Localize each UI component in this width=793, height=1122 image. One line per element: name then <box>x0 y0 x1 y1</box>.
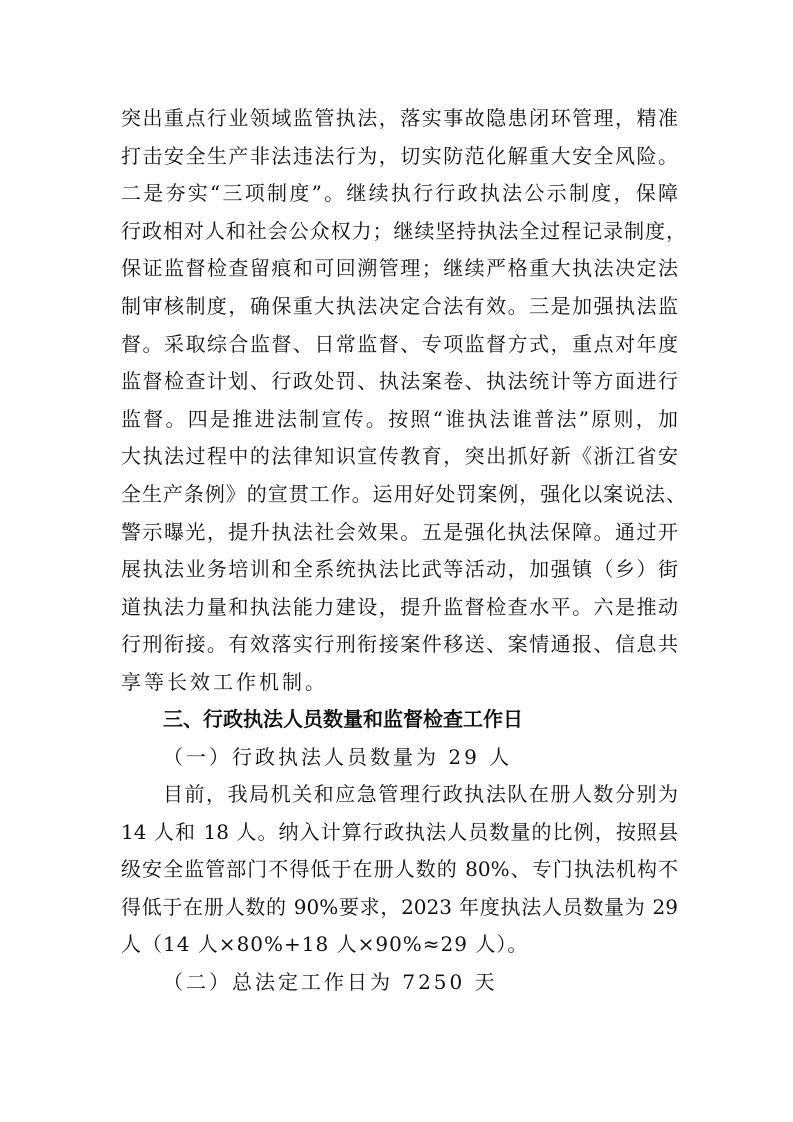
body-line: 突出重点行业领域监管执法，落实事故隐患闭环管理，精准 <box>121 106 678 130</box>
body-line: 打击安全生产非法违法行为，切实防范化解重大安全风险。 <box>121 144 678 168</box>
body-line: 14 人和 18 人。纳入计算行政执法人员数量的比例，按照县 <box>121 820 678 844</box>
body-line: 二是夯实“三项制度”。继续执行行政执法公示制度，保障 <box>121 181 678 205</box>
section-heading: 三、行政执法人员数量和监督检查工作日 <box>163 707 523 731</box>
body-line: 人（14 人×80%+18 人×90%≈29 人）。 <box>121 932 529 956</box>
body-line: 级安全监管部门不得低于在册人数的 80%、专门执法机构不 <box>121 857 678 881</box>
body-line: 行刑衔接。有效落实行刑衔接案件移送、案情通报、信息共 <box>121 632 678 656</box>
body-line: 督。采取综合监督、日常监督、专项监督方式，重点对年度 <box>121 332 678 356</box>
body-line: 目前，我局机关和应急管理行政执法队在册人数分别为 <box>163 782 678 806</box>
body-line: 保证监督检查留痕和可回溯管理；继续严格重大执法决定法 <box>121 256 678 280</box>
body-line: 得低于在册人数的 90%要求，2023 年度执法人员数量为 29 <box>121 895 678 919</box>
body-line: 道执法力量和执法能力建设，提升监督检查水平。六是推动 <box>121 595 678 619</box>
body-line: 制审核制度，确保重大执法决定合法有效。三是加强执法监 <box>121 294 678 318</box>
body-line: 展执法业务培训和全系统执法比武等活动，加强镇（乡）街 <box>121 557 678 581</box>
body-line: 大执法过程中的法律知识宣传教育，突出抓好新《浙江省安 <box>121 444 678 468</box>
body-line: 行政相对人和社会公众权力；继续坚持执法全过程记录制度， <box>121 219 686 243</box>
body-line: 警示曝光，提升执法社会效果。五是强化执法保障。通过开 <box>121 520 678 544</box>
body-line: 全生产条例》的宣贯工作。运用好处罚案例，强化以案说法、 <box>121 482 686 506</box>
body-line: 监督。四是推进法制宣传。按照“谁执法谁普法”原则，加 <box>121 407 678 431</box>
subsection-heading: （一）行政执法人员数量为 29 人 <box>163 745 513 769</box>
subsection-heading: （二）总法定工作日为 7250 天 <box>163 970 498 994</box>
body-line: 享等长效工作机制。 <box>121 670 328 694</box>
body-line: 监督检查计划、行政处罚、执法案卷、执法统计等方面进行 <box>121 369 678 393</box>
